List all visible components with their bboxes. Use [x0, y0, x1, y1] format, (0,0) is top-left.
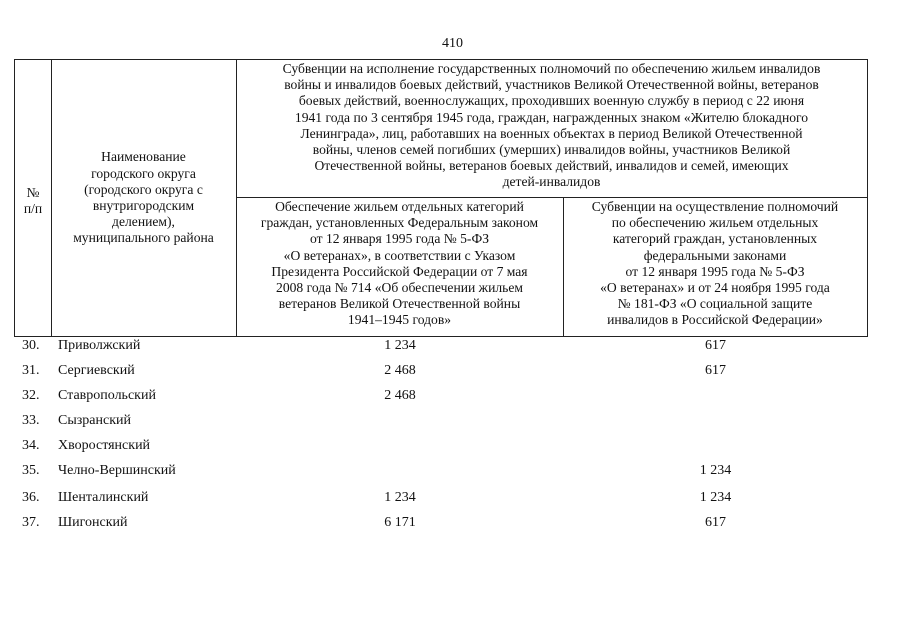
header-powers-line: по обеспечению жильем отдельных	[611, 215, 819, 231]
header-housing-line: «О ветеранах», в соответствии с Указом	[283, 247, 516, 263]
header-powers-subsidy-column	[563, 197, 868, 337]
table-row	[0, 386, 905, 406]
header-powers-line: от 12 января 1995 года № 5-ФЗ	[625, 263, 805, 279]
header-subsidies-line: Ленинграда», лиц, работавших на военных объектах в период Великой Отечественной	[300, 125, 803, 141]
header-subsidies-line: Субвенции на исполнение государственных полномочий по обеспечению жильем инвалидов	[282, 61, 821, 76]
header-name-line: (городского округа с	[84, 181, 203, 197]
header-powers-line: «О ветеранах» и от 24 ноября 1995 года	[600, 280, 830, 296]
header-powers-line: Субвенции на осуществление полномочий	[591, 199, 839, 214]
district-name: Челно-Вершинский	[58, 463, 176, 478]
page-number: 410	[442, 36, 463, 51]
table-row	[0, 513, 905, 533]
header-powers-line: федеральными законами	[643, 247, 787, 263]
powers-subsidy-value: 1 234	[699, 490, 732, 505]
header-housing-line: Президента Российской Федерации от 7 мая	[271, 263, 528, 279]
row-number: 31.	[22, 363, 40, 378]
row-number: 32.	[22, 388, 40, 403]
row-number: 37.	[22, 515, 40, 530]
header-housing-line: от 12 января 1995 года № 5-ФЗ	[309, 231, 489, 247]
header-housing-line: 2008 года № 714 «Об обеспечении жильем	[276, 280, 523, 296]
district-name: Шенталинский	[58, 490, 149, 505]
header-subsidies-column	[236, 59, 868, 198]
row-number: 30.	[22, 338, 40, 353]
header-name-column	[51, 59, 237, 337]
header-housing-provision-column	[236, 197, 564, 337]
header-subsidies-line: 1941 года по 3 сентября 1945 года, граждан, награжденных знаком «Жителю блокадного	[294, 109, 809, 125]
housing-provision-value: 6 171	[384, 515, 416, 530]
housing-provision-value: 2 468	[384, 388, 416, 403]
housing-provision-value: 1 234	[384, 490, 416, 505]
row-number: 36.	[22, 490, 40, 505]
district-name: Шигонский	[58, 515, 128, 530]
row-number: 33.	[22, 413, 40, 428]
header-name-line: городского округа	[91, 165, 196, 181]
header-number-line: №	[26, 184, 40, 200]
powers-subsidy-value: 617	[705, 338, 726, 353]
row-number: 34.	[22, 438, 40, 453]
header-housing-line: ветеранов Великой Отечественной войны	[278, 296, 521, 312]
district-name: Сызранский	[58, 413, 131, 428]
header-housing-line: 1941–1945 годов»	[347, 312, 452, 328]
table-row	[0, 411, 905, 431]
table-row	[0, 461, 905, 481]
header-number-line: п/п	[23, 201, 43, 216]
header-housing-line: граждан, установленных Федеральным законом	[260, 215, 539, 231]
housing-provision-value: 2 468	[384, 363, 416, 378]
header-subsidies-line: войны и инвалидов боевых действий, участников Великой Отечественной войны, ветеранов	[284, 77, 819, 93]
header-name-line: муниципального района	[73, 230, 214, 246]
header-subsidies-line: боевых действий, военнослужащих, проходивших военную службу в период с 22 июня	[298, 93, 805, 109]
header-subsidies-line: Отечественной войны, ветеранов боевых действий, инвалидов и семей, имеющих	[314, 158, 789, 174]
header-housing-line: Обеспечение жильем отдельных категорий	[275, 199, 524, 214]
header-name-line: Наименование	[101, 149, 186, 165]
district-name: Ставропольский	[58, 388, 156, 403]
header-name-line: внутригородским	[92, 198, 195, 213]
table-row	[0, 361, 905, 381]
powers-subsidy-value: 1 234	[699, 463, 732, 478]
district-name: Сергиевский	[58, 363, 135, 378]
table-row	[0, 436, 905, 456]
header-powers-line: инвалидов в Российской Федерации»	[607, 312, 823, 328]
header-subsidies-line: войны, членов семей погибших (умерших) инвалидов войны, участников Великой	[312, 142, 791, 158]
header-powers-line: категорий граждан, установленных	[612, 231, 818, 247]
header-subsidies-line: детей-инвалидов	[502, 174, 601, 190]
district-name: Хворостянский	[58, 438, 151, 453]
header-name-line: делением),	[112, 214, 175, 230]
row-number: 35.	[22, 463, 40, 478]
powers-subsidy-value: 617	[705, 515, 726, 530]
header-powers-line: № 181-ФЗ «О социальной защите	[617, 296, 813, 312]
header-number-column	[14, 59, 52, 337]
table-row	[0, 336, 905, 356]
housing-provision-value: 1 234	[384, 338, 416, 353]
powers-subsidy-value: 617	[705, 363, 726, 378]
table-row	[0, 488, 905, 508]
district-name: Приволжский	[58, 338, 141, 353]
